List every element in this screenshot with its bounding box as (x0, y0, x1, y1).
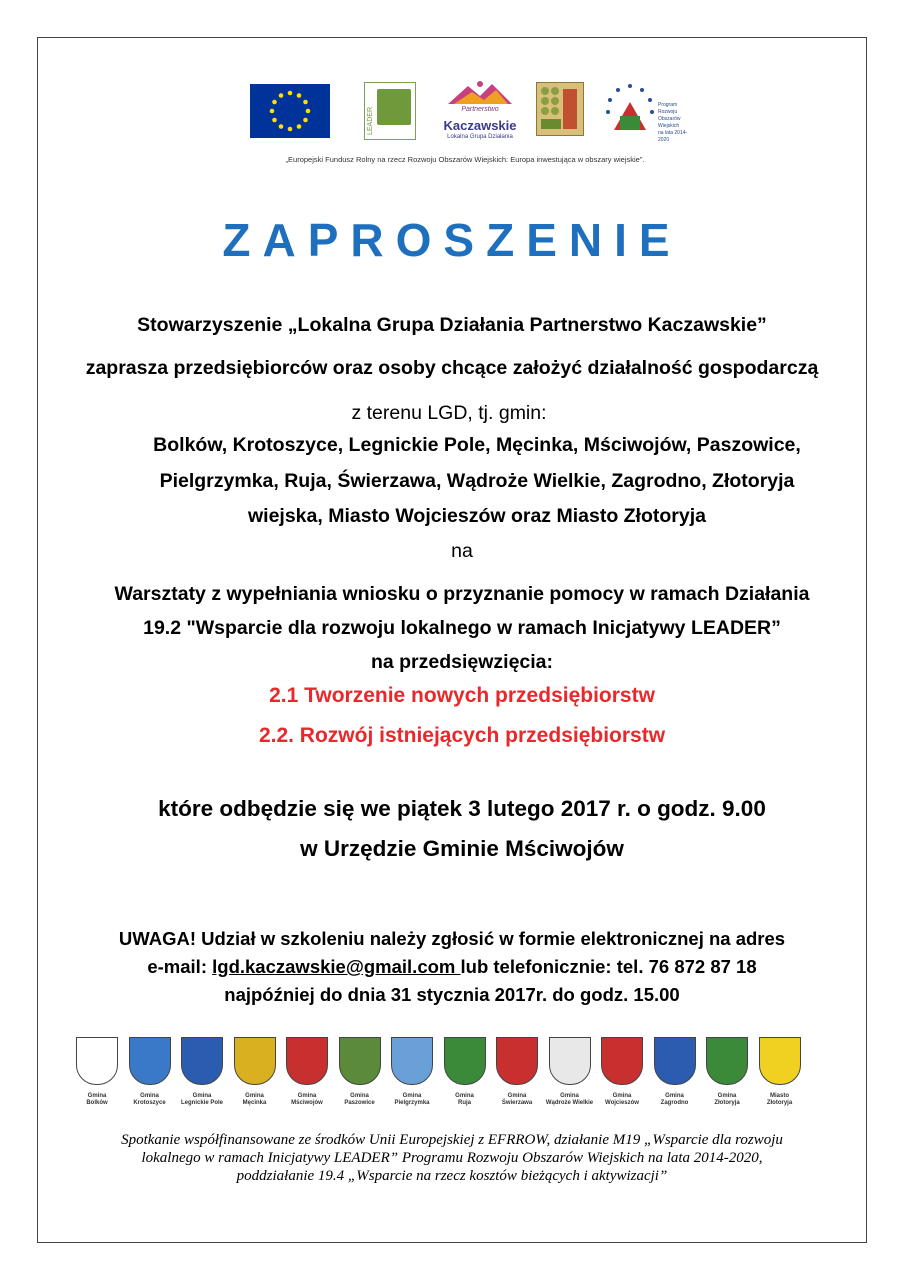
footer-line-1: Spotkanie współfinansowane ze środków Unii Europejskiej z EFRROW, działanie M19 „Wsparcie dla rozwoju (121, 1132, 783, 1148)
intro-area: z terenu LGD, tj. gmin: (351, 402, 547, 424)
crest-item (648, 1037, 702, 1107)
crest-gmina-name: Wojcieszów (605, 1100, 639, 1106)
prow-line: Wiejskich (658, 123, 680, 129)
leaf-shape (377, 89, 411, 125)
crest-gmina-name: Męcinka (242, 1100, 267, 1106)
crest-label: Gmina (665, 1093, 684, 1099)
crest-shield-icon (286, 1037, 328, 1085)
leader-logo-icon (364, 82, 416, 140)
crest-item (438, 1037, 492, 1107)
prow-line: Obszarów (658, 116, 681, 122)
crest-name (700, 1093, 754, 1107)
crest-shield-icon (444, 1037, 486, 1085)
crest-shield-icon (234, 1037, 276, 1085)
crest-item (385, 1037, 439, 1107)
crest-gmina-name: Legnickie Pole (180, 1100, 223, 1106)
crest-gmina-name: Paszowice (344, 1100, 375, 1106)
warsztaty-line-2: 19.2 "Wsparcie dla rozwoju lokalnego w ramach Inicjatywy LEADER” (143, 617, 781, 639)
crest-shield-icon (76, 1037, 118, 1085)
crest-gmina-name: Złotoryja (766, 1100, 793, 1106)
crest-shield-icon (601, 1037, 643, 1085)
crest-item (70, 1037, 124, 1107)
crest-shield-icon (654, 1037, 696, 1085)
email-link[interactable]: lgd.kaczawskie@gmail.com (212, 956, 461, 977)
crest-gmina-name: Pielgrzymka (394, 1100, 430, 1106)
crest-gmina-name: Zagrodno (660, 1100, 689, 1106)
crest-item (333, 1037, 387, 1107)
crest-gmina-name: Mściwojów (291, 1100, 323, 1106)
crest-item (753, 1037, 807, 1107)
crest-item (175, 1037, 229, 1107)
footer-note (60, 1131, 844, 1185)
leader-grid-logo-icon (536, 82, 584, 136)
crest-label: Gmina (245, 1093, 264, 1099)
crest-name (438, 1093, 492, 1107)
kacz-sub-text: Lokalna Grupa Działania (447, 134, 513, 140)
prow-logo-icon (602, 82, 692, 142)
crest-gmina-name: Krotoszyce (133, 1100, 166, 1106)
crest-shield-icon (759, 1037, 801, 1085)
crest-shield-icon (339, 1037, 381, 1085)
prow-text (658, 102, 692, 144)
crest-label: Gmina (507, 1093, 527, 1099)
crest-shield-icon (391, 1037, 433, 1085)
event-date: które odbędzie się we piątek 3 lutego 2017 r. o godz. 9.00 (158, 796, 766, 821)
crest-name (333, 1093, 387, 1107)
na-text: na (451, 540, 473, 562)
crest-label: Miasto (769, 1093, 789, 1099)
uwaga-text: UWAGA! Udział w szkoleniu należy zgłosić w formie elektronicznej na adres (118, 928, 786, 949)
warsztaty-line-3: na przedsięwzięcia: (370, 651, 554, 673)
footer-line-2: lokalnego w ramach Inicjatywy LEADER” Programu Rozwoju Obszarów Wiejskich na lata 2014-2020, (141, 1150, 763, 1166)
warsztaty-line-1: Warsztaty z wypełniania wniosku o przyznanie pomocy w ramach Działania (114, 583, 810, 605)
event-place: w Urzędzie Gminie Mściwojów (300, 836, 624, 861)
crest-label: Gmina (87, 1093, 107, 1099)
crest-name (228, 1093, 282, 1107)
kacz-top-text: Partnerstwo (461, 106, 499, 113)
gmina-crests-row (70, 1037, 840, 1117)
gminy-line-1: Bolków, Krotoszyce, Legnickie Pole, Męcinka, Mściwojów, Paszowice, (153, 434, 801, 456)
crest-gmina-name: Ruja (457, 1100, 471, 1106)
crest-name (385, 1093, 439, 1107)
phone-text: lub telefonicznie: tel. 76 872 87 18 (460, 956, 757, 977)
gminy-line-3: wiejska, Miasto Wojcieszów oraz Miasto Złotoryja (247, 505, 706, 527)
crest-name (490, 1093, 544, 1107)
crest-name (543, 1093, 597, 1107)
prow-line: Rozwoju (658, 109, 678, 115)
crest-name (753, 1093, 807, 1107)
crest-item (280, 1037, 334, 1107)
crest-name (123, 1093, 177, 1107)
crest-item (123, 1037, 177, 1107)
crest-name (280, 1093, 334, 1107)
kacz-name-text: Kaczawskie (443, 118, 517, 133)
crest-label: Gmina (560, 1093, 579, 1099)
crest-shield-icon (496, 1037, 538, 1085)
crest-shield-icon (549, 1037, 591, 1085)
crest-item (228, 1037, 282, 1107)
mountains-icon (440, 78, 520, 108)
crest-label: Gmina (612, 1093, 632, 1099)
efrrow-caption: „Europejski Fundusz Rolny na rzecz Rozwoju Obszarów Wiejskich: Europa inwestująca w obszary wiejskie”. (285, 155, 645, 164)
crest-label: Gmina (192, 1093, 212, 1099)
crest-label: Gmina (455, 1093, 474, 1099)
crest-name (175, 1093, 229, 1107)
crest-item (543, 1037, 597, 1107)
partnerstwo-kaczawskie-logo (440, 78, 520, 148)
crest-label: Gmina (717, 1093, 737, 1099)
crest-name (70, 1093, 124, 1107)
sponsor-logos (240, 78, 690, 158)
email-prefix: e-mail: (147, 956, 213, 977)
contact-line (0, 956, 904, 978)
crest-item (700, 1037, 754, 1107)
prow-line: na lata 2014-2020 (658, 130, 688, 143)
eu-flag-icon (250, 84, 330, 138)
crest-shield-icon (706, 1037, 748, 1085)
item-2-2: 2.2. Rozwój istniejących przedsiębiorstw (258, 724, 666, 747)
crest-shield-icon (181, 1037, 223, 1085)
page-title: ZAPROSZENIE (222, 214, 682, 266)
crest-label: Gmina (297, 1093, 317, 1099)
crest-name (595, 1093, 649, 1107)
crest-gmina-name: Złotoryja (714, 1100, 740, 1106)
gminy-line-2: Pielgrzymka, Ruja, Świerzawa, Wądroże Wielkie, Zagrodno, Złotoryja (159, 470, 795, 492)
crest-item (595, 1037, 649, 1107)
intro-association: Stowarzyszenie „Lokalna Grupa Działania Partnerstwo Kaczawskie” (137, 314, 767, 336)
crest-gmina-name: Bolków (86, 1100, 108, 1106)
crest-label: Gmina (140, 1093, 159, 1099)
crest-shield-icon (129, 1037, 171, 1085)
crest-gmina-name: Świerzawa (501, 1100, 533, 1106)
crest-label: Gmina (350, 1093, 369, 1099)
crest-label: Gmina (402, 1093, 422, 1099)
item-2-1: 2.1 Tworzenie nowych przedsiębiorstw (269, 684, 655, 707)
crest-name (648, 1093, 702, 1107)
footer-line-3: poddziałanie 19.4 „Wsparcie na rzecz kosztów bieżących i aktywizacji” (236, 1168, 668, 1184)
leader-logo-text: LEADER (367, 106, 374, 135)
prow-line: Program (658, 102, 678, 108)
crest-item (490, 1037, 544, 1107)
intro-invite: zaprasza przedsiębiorców oraz osoby chcące założyć działalność gospodarczą (85, 357, 819, 379)
crest-gmina-name: Wądroże Wielkie (545, 1100, 594, 1106)
deadline-text: najpóźniej do dnia 31 stycznia 2017r. do godz. 15.00 (224, 984, 680, 1005)
